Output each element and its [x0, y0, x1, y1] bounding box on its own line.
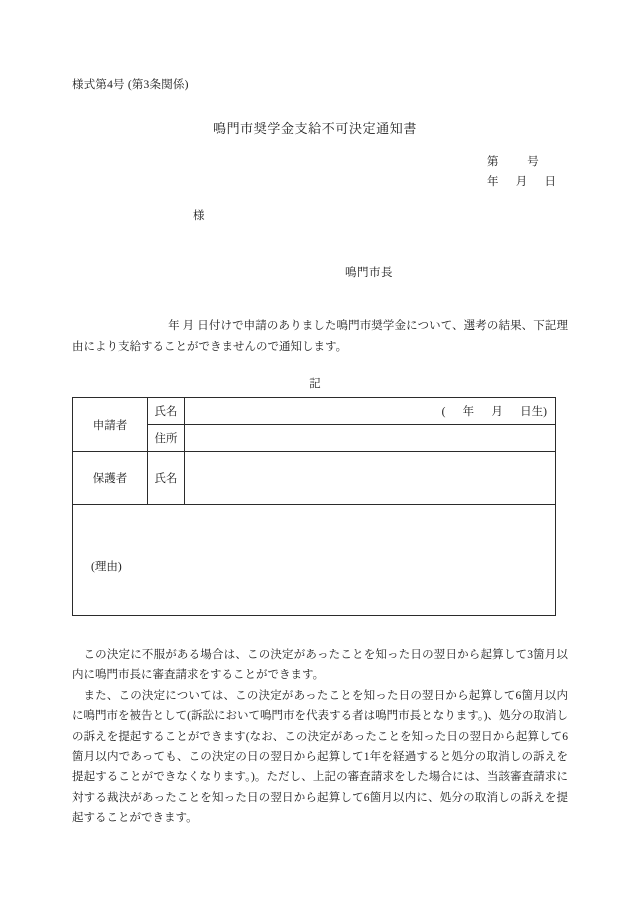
- table-row: [73, 452, 556, 505]
- form-number: 様式第4号 (第3条関係): [72, 79, 189, 91]
- issue-number-line: 第 号: [487, 156, 539, 168]
- table-row: [73, 505, 556, 616]
- row-field-applicant-address: 住所: [148, 425, 185, 452]
- cell-applicant-name-value[interactable]: [185, 398, 556, 425]
- row-category-applicant: 申請者: [73, 398, 148, 452]
- row-field-guardian-name: 氏名: [148, 452, 185, 505]
- cell-applicant-address-value[interactable]: [185, 425, 556, 452]
- issuer-name: 鳴門市長: [345, 267, 393, 279]
- body-paragraph-text: 年 月 日付けで申請のありました鳴門市奨学金について、選考の結果、下記理由により支給することができませんので通知します。: [72, 320, 568, 353]
- applicant-birthdate-note: ( 年 月 日生): [441, 406, 547, 418]
- ki-heading: 記: [309, 378, 321, 390]
- applicant-info-table: [72, 397, 556, 616]
- document-title: 鳴門市奨学金支給不可決定通知書: [212, 121, 417, 136]
- issue-date-line: 年 月 日: [487, 176, 556, 188]
- row-field-applicant-name: 氏名: [148, 398, 185, 425]
- reason-label: (理由): [91, 561, 122, 573]
- legal-paragraph-1: この決定に不服がある場合は、この決定があったことを知った日の翌日から起算して3箇月以内に鳴門市長に審査請求をすることができます。: [72, 649, 568, 682]
- addressee-honorific: 様: [193, 210, 205, 222]
- issue-meta-block: [487, 152, 556, 192]
- body-paragraph: [72, 316, 568, 358]
- legal-notice: [72, 645, 568, 829]
- cell-reason[interactable]: [73, 505, 556, 616]
- row-category-guardian: 保護者: [73, 452, 148, 505]
- table-row: [73, 398, 556, 425]
- cell-guardian-name-value[interactable]: [185, 452, 556, 505]
- legal-paragraph-2: また、この決定については、この決定があったことを知った日の翌日から起算して6箇月以内に鳴門市を被告として(訴訟において鳴門市を代表する者は鳴門市長となります。)、処分の取消しの訴えを提起することができます(なお、この決定があったことを知った日の翌日から起算して6箇月以内であっても、この決定の日の翌日から起算して1年を経過すると処分の取消しの訴えを提起することができなくなります。)。ただし、上記の審査請求をした場合には、当該審査請求に対する裁決があったことを知った日の翌日から起算して6箇月以内に、処分の取消しの訴えを提起することができます。: [72, 689, 568, 825]
